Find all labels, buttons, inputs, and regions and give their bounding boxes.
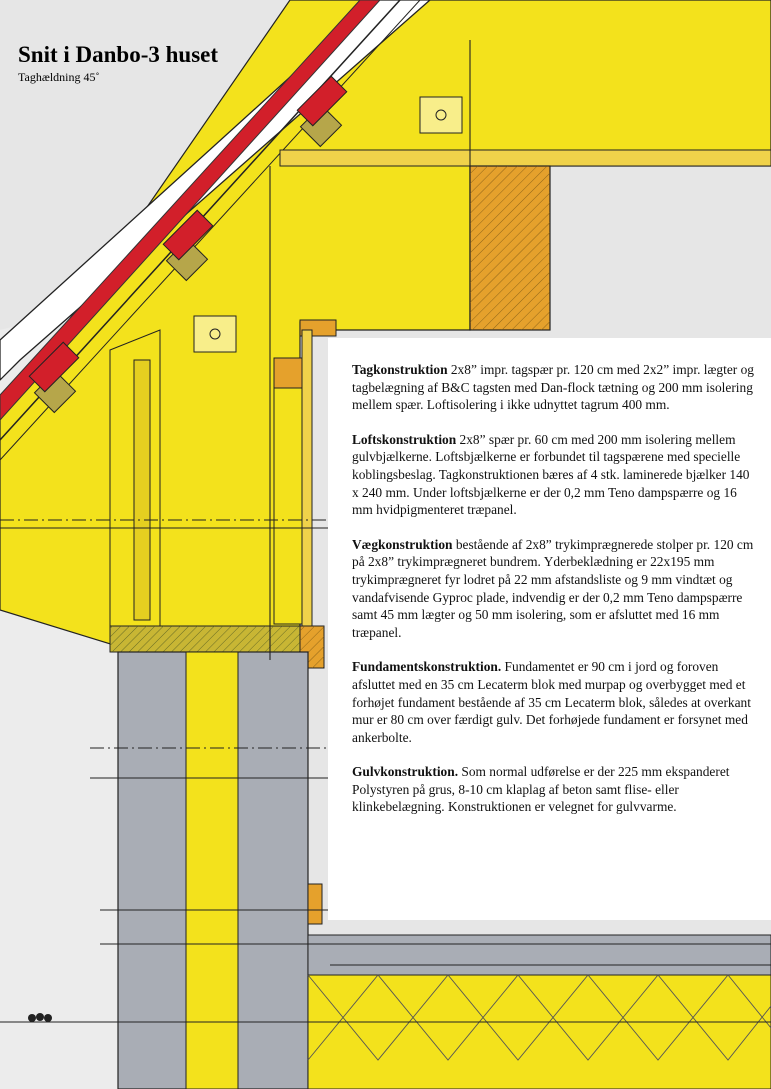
section-text: bestående af 2x8” trykimprægnerede stolper pr. 120 cm på 2x8” trykimprægneret bundrem. Yderbeklædning er 22x195 mm trykimprægneret fyr lodret på 22 mm afstandsliste og 9 mm vindtæt og vandafvisende Gyproc plade, indvendig er der 0,2 mm Teno dampspærre samt 45 mm lægter og 50 mm isolering, som er afsluttet med 16 mm træpanel.: [352, 536, 754, 640]
section-heading: Loftskonstruktion: [352, 431, 457, 447]
section-foundation: [352, 658, 757, 746]
section-floor: [352, 763, 757, 816]
section-text: Som normal udførelse er der 225 mm ekspanderet Polystyren på grus, 8-10 cm klaplag af beton samt flise- eller klinkebelægning. Konstruktionen er velegnet for gulvvarme.: [352, 764, 730, 815]
section-heading: Vægkonstruktion: [352, 536, 453, 552]
floor-edge-strip: [308, 884, 322, 924]
section-roof: [352, 361, 757, 414]
section-text: 2x8” spær pr. 60 cm med 200 mm isolering mellem gulvbjælkerne. Loftsbjælkerne er forbundet til tagspærene med specielle koblingsbeslag. Tagkonstruktionen bæres af 4 stk. laminerede bjælker 140 x 240 mm. Under loftsbjælkerne er der 0,2 mm Teno dampspærre og 16 mm hvidpigmenteret træpanel.: [352, 431, 750, 518]
wall-stud: [274, 388, 302, 624]
wall-stud: [302, 330, 312, 630]
section-heading: Tagkonstruktion: [352, 362, 448, 377]
top-plate: [274, 358, 302, 388]
construction-description: [352, 361, 757, 833]
connector-plate: [420, 97, 462, 133]
section-loft: [352, 431, 757, 519]
section-wall: [352, 536, 757, 642]
page-title: Snit i Danbo-3 huset: [18, 42, 219, 67]
wall-panel: [134, 360, 150, 620]
ceiling-joist: [280, 150, 771, 166]
gravel-mark: [28, 1013, 52, 1022]
connector-plate: [194, 316, 236, 352]
section-heading: Gulvkonstruktion.: [352, 764, 459, 780]
section-text: 2x8” impr. tagspær pr. 120 cm med 2x2” impr. lægter og tagbelægning af B&C tagsten med Dan-flock tætning og 200 mm isolering mellem spær. Loftisolering i ikke udnyttet tagrum 400 mm.: [352, 362, 754, 413]
section-text: Fundamentet er 90 cm i jord og foroven afsluttet med en 35 cm Lecaterm blok med murpap og overbygget med et forhøjet fundament bestående af 35 cm Lecaterm blok, således at overkant mur er 80 cm over færdigt gulv. Det forhøjede fundament er forsynet med ankerbolte.: [352, 659, 751, 745]
floor-insulation: [308, 975, 771, 1089]
roof-pitch-label: Taghældning 45˚: [18, 70, 100, 84]
section-heading: Fundamentskonstruktion.: [352, 659, 502, 675]
floor-slab: [308, 935, 771, 975]
foundation-insulation: [186, 652, 238, 1089]
